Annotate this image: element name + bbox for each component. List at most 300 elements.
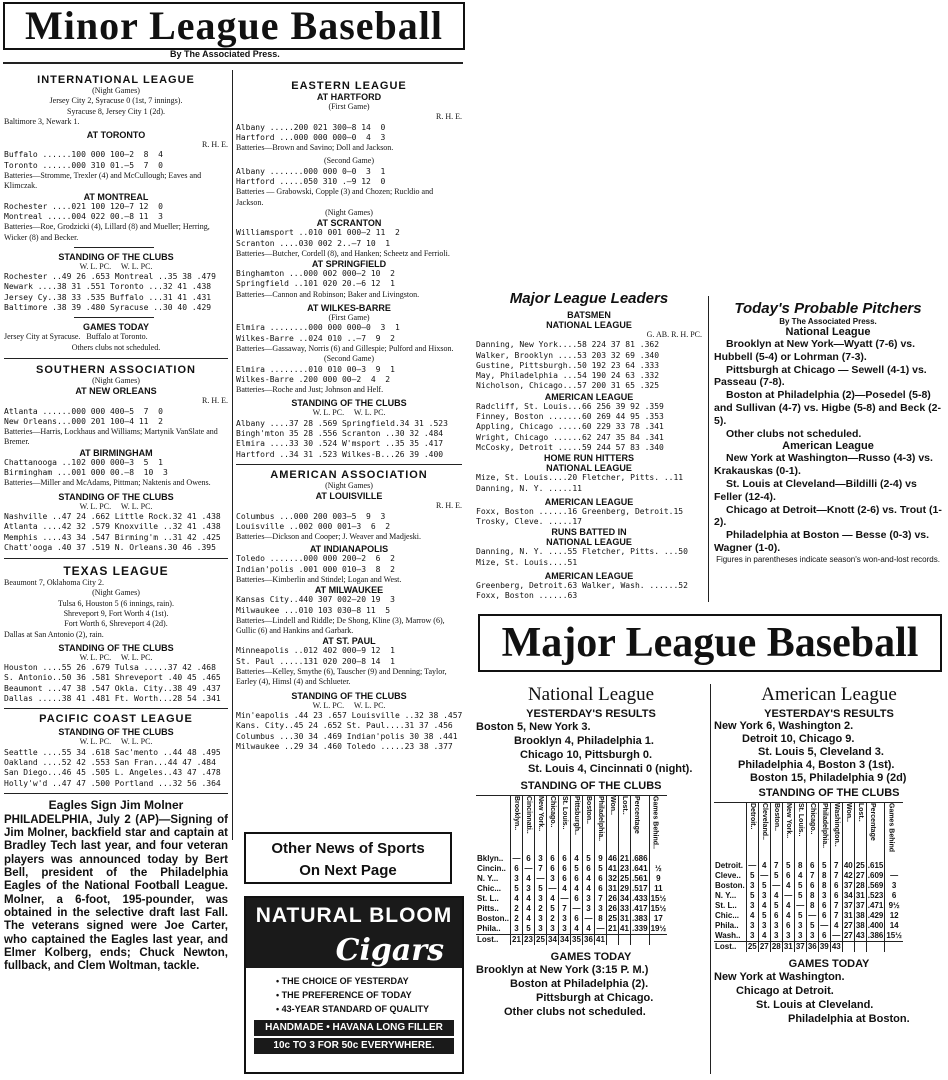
standings-cell: 25 (620, 874, 629, 883)
lost-cell (842, 942, 854, 953)
standings-cell: 17 (649, 914, 667, 924)
standings-cell: 41 (620, 924, 629, 933)
standings-cell: 8 (818, 871, 830, 881)
lost-cell: 43 (831, 942, 841, 951)
lost-cell: Lost.. (476, 935, 511, 946)
standings-cell: .386 (867, 931, 884, 940)
standings-cell: 5 (746, 871, 758, 881)
standings-cell: 5 (571, 864, 583, 874)
lost-row (714, 942, 903, 953)
standings-cell: 34 (843, 891, 853, 900)
standings-cell: 3 (746, 901, 758, 911)
standings-cell: 6 (818, 901, 830, 911)
standings-cell: 3 (583, 894, 595, 904)
lost-cell (854, 942, 866, 953)
lost-cell: 34 (560, 935, 569, 944)
lost-cell (649, 935, 667, 946)
standings-cell: 3 (794, 931, 806, 942)
standings-cell: 5 (806, 921, 818, 931)
standings-cell: 6 (583, 864, 595, 874)
standings-cell: 31 (620, 914, 629, 923)
standings-row (714, 861, 903, 871)
standings-cell: .339 (632, 924, 648, 933)
lost-cell: 36 (807, 942, 817, 951)
standings-cell: 3 (535, 914, 547, 924)
standings-cell: .641 (632, 864, 648, 873)
standings-cell: 4 (571, 884, 583, 894)
standings-col-header: St. Louis.. (794, 803, 806, 862)
standings-cell: 9 (649, 874, 667, 884)
standings-cell: 37 (843, 901, 853, 910)
standings-cell: 38 (855, 911, 865, 920)
team-name: Chic... (715, 911, 740, 920)
standings-cell: .615 (867, 861, 884, 870)
leaders-box: Major League Leaders BATSMEN NATIONAL LEAGUE G. AB. R. H. PC. Danning, New York....58 224 37 81 .362 Walker, Brooklyn ....53 203 32 69 .340 Gustine, Pittsburgh..50 192 23 64 .333 May, Philadelphia ...54 190 24 63 .332 Nicholson, Chicago...57 200 31 65 .325 AMERICAN LEAGUE Radcliff, St. Louis...66 256 39 92 .359 Finney, Boston .......60 269 44 95 .353 Appling, Chicago .....60 229 33 78 .341 Wright, Chicago ......62 247 35 84 .341 McCosky, Detroit .....59 244 57 83 .340 HOME RUN HITTERS NATIONAL LEAGUE Mize, St. Louis....20 Fletcher, Pitts. ..11 Danning, N. Y. .....11 AMERICAN LEAGUE Foxx, Boston ......16 Greenberg, Detroit.15 Trosky, Cleve. .....17 RUNS BATTED IN NATIONAL LEAGUE Danning, N. Y. ....55 Fletcher, Pitts. ...50 Mize, St. Louis....51 AMERICAN LEAGUE Greenberg, Detroit.63 Walker, Wash. ......52 Foxx, Boston ......63 (476, 290, 702, 601)
nl-standings-table (476, 795, 667, 945)
standings-col-header: Lost.. (619, 796, 631, 855)
team-name: Cleve.. (715, 871, 741, 880)
standings-cell: 6 (571, 894, 583, 904)
standings-cell: .400 (867, 921, 884, 930)
lost-cell: 21 (512, 935, 521, 944)
standings-cell: 3 (511, 874, 523, 884)
standings-row (476, 894, 667, 904)
eastern-heading: EASTERN LEAGUE (291, 80, 407, 92)
standings-cell: 7 (830, 861, 842, 871)
standings-cell: 4 (583, 884, 595, 894)
standings-cell: 5 (818, 861, 830, 871)
standings-cell: 3 (559, 914, 571, 924)
standings-cell: 26 (608, 894, 617, 903)
standings-cell: 4 (794, 871, 806, 881)
standings-cell: 4 (830, 921, 842, 931)
standings-col-header: Washington.. (830, 803, 842, 862)
standings-cell: 6 (818, 931, 830, 942)
major-title: Major League Baseball (501, 620, 919, 666)
standings-cell: 5 (758, 911, 770, 921)
standings-cell: .609 (867, 871, 884, 880)
standings-cell: 7 (830, 911, 842, 921)
standings-cell: .569 (867, 881, 884, 890)
standings-cell: 7 (806, 871, 818, 881)
standings-cell: 31 (843, 911, 853, 920)
standings-row (714, 921, 903, 931)
standings-cell: — (772, 881, 781, 890)
lost-cell: 31 (783, 942, 793, 951)
standings-cell: 15½ (650, 904, 667, 913)
standings-cell: 5 (547, 904, 559, 914)
pacific-heading: PACIFIC COAST LEAGUE (39, 713, 193, 726)
standings-cell: 46 (608, 854, 617, 863)
standings-cell: 5 (770, 901, 782, 911)
standings-cell: 6 (885, 891, 903, 901)
major-title-box (478, 614, 942, 672)
standings-cell: 40 (843, 861, 853, 870)
standings-cell: 5 (794, 881, 806, 891)
standings-cell: 6 (806, 881, 818, 891)
standings-cell: .517 (632, 884, 648, 893)
lost-cell: 34 (548, 935, 557, 944)
standings-cell: 4 (746, 911, 758, 921)
standings-cell: 41 (608, 864, 617, 873)
nl-section: National League YESTERDAY'S RESULTS Boston 5, New York 3. Brooklyn 4, Philadelphia 1. Chicago 10, Pittsburgh 0. St. Louis 4, Cincinnati 0 (night). STANDING OF THE CLUBS Brooklyn.. Cincinnati.. New York.. Chicago.. St. Louis.. Pittsburgh.. Boston.. Philadelphia.. Won.. Lost.. Percentage Games Behind.. Bklyn.. — 6 3 6 6 4 5 9 46 21 .686 Cincin.. 6 — 7 6 6 5 6 5 41 23 .641 ½ N. Y... 3 4 — 3 6 6 4 6 32 25 .561 9 Chic... 5 3 5 — 4 4 4 6 31 29 .517 11 St. L.. 4 4 3 4 — 6 3 7 26 34 .433 15½ Pitts.. 2 4 2 5 7 — 3 3 26 33 .417 15½ Boston.. 2 4 3 2 3 6 — 8 25 31 .383 17 Phila.. 3 5 3 3 3 4 4 — 21 41 .339 19½ Lost.. 21 23 25 34 34 35 36 41 GAMES TODAY Brooklyn at New York (3:15 P. M.) Boston at Philadelphia (2). Pittsburgh at Chicago. Other clubs not scheduled. (476, 684, 693, 1018)
standings-cell: 15½ (650, 894, 667, 903)
standings-cell: 4 (782, 901, 794, 911)
standings-cell: 42 (843, 871, 853, 880)
standings-cell: 6 (770, 911, 782, 921)
standings-cell: — (572, 904, 581, 913)
standings-cell: 5 (523, 924, 535, 935)
standings-cell: .561 (632, 874, 648, 883)
standings-cell: 6 (559, 854, 571, 864)
team-name: Phila.. (715, 921, 739, 930)
standings-cell: .523 (867, 891, 884, 900)
standings-cell: 11 (649, 884, 667, 894)
standings-cell: 12 (885, 911, 903, 921)
standings-col-header: Lost.. (854, 803, 866, 862)
standings-cell: 23 (620, 864, 629, 873)
standings-col-header: Cincinnati.. (523, 796, 535, 855)
standings-cell: 7 (770, 861, 782, 871)
standings-cell: 3 (535, 854, 547, 864)
standings-cell: 43 (855, 931, 865, 940)
standings-cell: 3 (535, 924, 547, 935)
standings-cell: 6 (830, 881, 842, 891)
standings-row (476, 874, 667, 884)
standings-cell: 3 (806, 931, 818, 942)
standings-cell: 4 (758, 901, 770, 911)
standings-col-header: Detroit.. (746, 803, 758, 862)
team-name: Pitts.. (477, 904, 499, 913)
standings-col-header: New York.. (535, 796, 547, 855)
aa-heading: AMERICAN ASSOCIATION (270, 468, 428, 481)
standings-cell: 7 (535, 864, 547, 874)
standings-cell: — (784, 891, 793, 900)
standings-cell: 5 (758, 881, 770, 891)
standings-cell: 3 (794, 921, 806, 931)
lost-cell: 36 (584, 935, 593, 944)
standings-cell: 3 (770, 921, 782, 931)
standings-col-header: Games Behind (885, 803, 903, 862)
standings-cell: 5 (535, 884, 547, 894)
standings-cell: 4 (758, 931, 770, 942)
standings-cell: — (748, 861, 757, 870)
standings-cell: 6 (806, 861, 818, 871)
standings-cell: 5 (770, 871, 782, 881)
standings-cell: 5 (782, 861, 794, 871)
eagles-heading: Eagles Sign Jim Molner (48, 797, 184, 812)
standings-cell: 4 (782, 881, 794, 891)
standings-cell: 3 (535, 894, 547, 904)
standings-cell: — (796, 901, 805, 910)
lost-cell: Lost.. (714, 942, 746, 953)
lost-cell: 41 (596, 935, 605, 944)
standings-col-header: Percentage (631, 796, 650, 855)
team-name: Wash.. (715, 931, 741, 940)
standings-col-header: Philadelphia.. (818, 803, 830, 862)
standings-cell: — (524, 864, 533, 873)
cigar-ad: NATURAL BLOOM Cigars • THE CHOICE OF YESTERDAY • THE PREFERENCE OF TODAY • 43-YEAR STANDARD OF QUALITY HANDMADE • HAVANA LONG FILLER 10c TO 3 FOR 50c EVERYWHERE. (244, 896, 464, 1074)
standings-cell: 3 (758, 891, 770, 901)
standings-cell: 3 (746, 931, 758, 942)
standings-cell: — (820, 921, 829, 930)
standings-cell: 3 (818, 891, 830, 901)
southern-heading: SOUTHERN ASSOCIATION (36, 363, 196, 376)
standings-cell: 6 (559, 874, 571, 884)
team-name: Phila.. (477, 924, 501, 933)
minor-credit: By The Associated Press. (170, 49, 280, 59)
standings-col-header: Boston.. (583, 796, 595, 855)
minor-title-box (3, 2, 465, 50)
standings-cell: 4 (523, 904, 535, 914)
standings-cell: 15½ (886, 931, 902, 940)
standings-cell: .417 (632, 904, 648, 913)
pitchers-box: Today's Probable Pitchers By The Associated Press. National League Brooklyn at New York—Wyatt (7-6) vs. Hubbell (5-4) or Lohrman (7-3). Pittsburgh at Chicago — Sewell (4-1) vs. Passeau (7-8). Boston at Philadelphia (2)—Posedel (5-8) and Sullivan (4-7) vs. Higbe (5-8) and Beck (2-5). Other clubs not scheduled. American League New York at Washington—Russo (4-3) vs. Krakauskas (0-1). St. Louis at Cleveland—Bildilli (2-4) vs Feller (12-4). Chicago at Detroit—Knott (2-6) vs. Trout (1-2). Philadelphia at Boston — Besse (0-3) vs. Wagner (1-0). Figures in parentheses indicate season's won-and-lost records. (714, 300, 942, 564)
lost-cell: 25 (747, 942, 757, 951)
standings-cell: 6 (571, 914, 583, 924)
standings-cell: 4 (583, 924, 595, 935)
standings-cell: 2 (511, 914, 523, 924)
standings-cell: — (596, 924, 605, 933)
standings-cell: 27 (843, 931, 853, 940)
standings-row (476, 924, 667, 935)
standings-cell: 4 (758, 861, 770, 871)
standings-col-header: New York.. (782, 803, 794, 862)
standings-cell: 4 (511, 894, 523, 904)
standings-cell: — (808, 911, 817, 920)
standings-cell: .433 (632, 894, 648, 903)
standings-col-header: Cleveland.. (758, 803, 770, 862)
standings-cell: 38 (855, 921, 865, 930)
standings-cell: 2 (547, 914, 559, 924)
team-name: St. L.. (477, 894, 499, 903)
lost-cell: 35 (572, 935, 581, 944)
team-name: Detroit. (715, 861, 743, 870)
lost-cell: 23 (524, 935, 533, 944)
standings-cell: 7 (559, 904, 571, 914)
al-section: American League YESTERDAY'S RESULTS New York 6, Washington 2. Detroit 10, Chicago 9. St. Louis 5, Cleveland 3. Philadelphia 4, Boston 3 (1st). Boston 15, Philadelphia 9 (2d) STANDING OF THE CLUBS Detroit.. Cleveland.. Boston.. New York.. St. Louis.. Chicago.. Philadelphia.. Washington.. Won.. Lost.. Percentage Games Behind Detroit. — 4 7 5 8 6 5 7 40 25 .615 Cleve.. 5 — 5 6 4 7 8 7 42 27 .609 — Boston. 3 5 — 4 5 6 8 6 37 28 .569 3 N. Y... 5 3 4 — 5 8 3 6 34 31 .523 6 St. L.. 3 4 5 4 — 8 6 7 37 37 .471 9½ Chic... 4 5 6 4 5 — 6 7 31 38 .429 12 Phila.. 3 3 3 6 3 5 — 4 27 38 .400 14 Wash.. 3 4 3 3 3 3 6 — 27 43 .386 15½ Lost.. 25 27 28 31 37 36 39 43 GAMES TODAY New York at Washington. Chicago at Detroit. St. Louis at Cleveland. Philadelphia at Boston. (714, 684, 910, 1025)
standings-cell: 3 (885, 881, 903, 891)
standings-row (476, 904, 667, 914)
standings-cell: 6 (595, 884, 607, 894)
standings-cell: 5 (794, 911, 806, 921)
standings-cell: 8 (794, 861, 806, 871)
standings-col-header: Chicago.. (806, 803, 818, 862)
standings-cell: 21 (608, 924, 617, 933)
standings-cell: 33 (620, 904, 629, 913)
standings-cell: 3 (746, 881, 758, 891)
standings-cell: 3 (547, 874, 559, 884)
standings-col-header: Brooklyn.. (511, 796, 523, 855)
lost-cell (619, 935, 631, 946)
standings-cell: — (760, 871, 769, 880)
lost-cell: 25 (536, 935, 545, 944)
standings-cell: 7 (830, 901, 842, 911)
standings-cell: 4 (547, 894, 559, 904)
standings-cell: 6 (523, 854, 535, 864)
standings-cell: 8 (818, 881, 830, 891)
middle-column: EASTERN LEAGUE AT HARTFORD (First Game) R. H. E. Albany .....200 021 300—8 14 0 Hartford ...000 000 000—0 4 3 Batteries—Brown and Savino; Doll and Jackson. (Second Game) Albany .......000 000 0—0 3 1 Hartford .....050 310 .—9 12 0 Batteries — Grabowski, Copple (3) and Chozen; Rucldio and Jackson. (Night Games) AT SCRANTON Williamsport ..010 001 000—2 11 2 Scranton ....030 002 2..—7 10 1 Batteries—Butcher, Cordell (8), and Hanken; Scheetz and Ferrioli. AT SPRINGFIELD Binghamton ...000 002 000—2 10 2 Springfield ..101 020 20.—6 12 1 Batteries—Cannon and Robinson; Baker and Livingston. AT WILKES-BARRE (First Game) Elmira ........000 000 000—0 3 1 Wilkes-Barre ..024 010 ..—7 9 2 Batteries—Gassaway, Norris (6) and Gillespie; Pulford and Hixson. (Second Game) Elmira ........010 010 00—3 9 1 Wilkes-Barre .200 000 00—2 4 2 Batteries—Roche and Just; Johnson and Helf. STANDING OF THE CLUBS W. L. PC. W. L. PC. Albany ....37 28 .569 Springfield.34 31 .523 Bingh'mton 35 28 .556 Scranton ..30 32 .484 Elmira ....33 30 .524 W'msport ..35 35 .417 Hartford ..34 31 .523 Wilkes-B...26 39 .400 AMERICAN ASSOCIATION (Night Games) AT LOUISVILLE R. H. E. Columbus ...000 200 003—5 9 3 Louisville ..002 000 001—3 6 2 Batteries—Dickson and Cooper; J. Weaver and Madjeski. AT INDIANAPOLIS Toledo .......000 000 200—2 6 2 Indian'polis .001 000 010—3 8 2 Batteries—Kimberlin and Stindel; Logan and West. AT MILWAUKEE Kansas City..440 307 002—20 19 3 Milwaukee ...010 103 030—8 11 5 Batteries—Lindell and Riddle; De Shong, Kline (3), Marrow (6), Gullic (6) and Hankins and Garbark. AT ST. PAUL Minneapolis ..012 402 000—9 12 1 St. Paul .....131 020 200—8 14 1 Batteries—Kelley, Smythe (6), Tauscher (9) and Denning; Taylor, Earley (4), Himsl (4) and Schlueter. STANDING OF THE CLUBS W. L. PC. W. L. PC. Min'eapolis .44 23 .657 Louisville ..32 38 .457 Kans. City..45 24 .652 St. Paul....31 37 .456 Columbus ...30 34 .469 Indian'polis 30 38 .441 Milwaukee ..29 34 .460 Toledo .....23 38 .377 (236, 80, 462, 751)
standings-cell: 4 (583, 874, 595, 884)
standings-row (714, 931, 903, 942)
al-standings-table (714, 802, 903, 952)
standings-cell: 19½ (650, 924, 667, 933)
team-name: Boston. (715, 881, 745, 890)
standings-cell: ½ (649, 864, 667, 874)
standings-cell: 3 (595, 904, 607, 914)
standings-cell: 21 (620, 854, 629, 863)
texas-heading: TEXAS LEAGUE (63, 564, 169, 579)
standings-cell: 3 (523, 884, 535, 894)
standings-cell: 6 (547, 864, 559, 874)
standings-cell: 26 (608, 904, 617, 913)
standings-cell: 3 (583, 904, 595, 914)
standings-cell: 2 (535, 904, 547, 914)
standings-col-header: Percentage (866, 803, 885, 862)
standings-cell: 5 (595, 864, 607, 874)
standings-cell: 3 (782, 931, 794, 942)
standings-cell: 5 (511, 884, 523, 894)
standings-cell: — (560, 894, 569, 903)
other-news-box: Other News of Sports On Next Page (244, 832, 452, 884)
standings-cell: — (512, 854, 521, 863)
ad-script: Cigars (246, 934, 462, 968)
standings-cell: 4 (770, 891, 782, 901)
standings-cell: 25 (855, 861, 865, 870)
standings-row (476, 854, 667, 864)
standings-cell: — (885, 871, 903, 881)
standings-cell: 25 (608, 914, 617, 923)
pitchers-heading: Today's Probable Pitchers (734, 300, 922, 317)
standings-cell: — (536, 874, 545, 883)
standings-cell: 3 (511, 924, 523, 935)
standings-cell: .686 (632, 854, 648, 863)
standings-cell: 6 (830, 891, 842, 901)
lost-cell: 28 (771, 942, 781, 951)
standings-row (476, 914, 667, 924)
standings-cell: 31 (608, 884, 617, 893)
standings-cell: 34 (620, 894, 629, 903)
standings-cell: 6 (571, 874, 583, 884)
standings-cell: 3 (547, 924, 559, 935)
standings-cell: 31 (855, 891, 865, 900)
standings-cell: 37 (855, 901, 865, 910)
standings-cell: 37 (843, 881, 853, 890)
lost-cell: 37 (795, 942, 805, 951)
standings-cell: — (548, 884, 557, 893)
standings-cell: 5 (794, 891, 806, 901)
standings-col-header: Boston.. (770, 803, 782, 862)
standings-cell: 3 (758, 921, 770, 931)
standings-cell: 4 (523, 894, 535, 904)
standings-cell: .429 (867, 911, 884, 920)
standings-cell: 6 (818, 911, 830, 921)
standings-cell: .471 (867, 901, 884, 910)
standings-cell (649, 854, 667, 864)
standings-cell: 5 (746, 891, 758, 901)
team-name: Boston.. (477, 914, 509, 923)
standings-col-header: Won.. (842, 803, 854, 862)
standings-cell: 6 (782, 871, 794, 881)
lost-cell (866, 942, 885, 953)
standings-cell: 9½ (885, 901, 903, 911)
standings-cell: 29 (620, 884, 629, 893)
standings-col-header: St. Louis.. (559, 796, 571, 855)
standings-cell: 32 (608, 874, 617, 883)
lost-cell: 27 (759, 942, 769, 951)
standings-cell: 6 (595, 874, 607, 884)
lost-cell (607, 935, 619, 946)
standings-col-header: Philadelphia.. (595, 796, 607, 855)
standings-cell: 4 (523, 914, 535, 924)
standings-col-header: Chicago.. (547, 796, 559, 855)
standings-cell: 7 (830, 871, 842, 881)
standings-row (714, 901, 903, 911)
team-name: Cincin.. (477, 864, 506, 873)
standings-cell: 8 (806, 901, 818, 911)
lost-row (476, 935, 667, 946)
standings-cell: 3 (746, 921, 758, 931)
ad-brand: NATURAL BLOOM (246, 898, 462, 934)
standings-row (714, 871, 903, 881)
standings-cell (885, 861, 903, 871)
standings-cell: 5 (583, 854, 595, 864)
standings-cell: 8 (806, 891, 818, 901)
standings-col-header: Games Behind.. (649, 796, 667, 855)
standings-cell: 7 (595, 894, 607, 904)
standings-cell: — (832, 931, 841, 940)
standings-cell: 6 (782, 921, 794, 931)
standings-row (476, 884, 667, 894)
team-name: N. Y... (477, 874, 499, 883)
minor-title: Minor League Baseball (24, 3, 444, 48)
standings-cell: 9 (595, 854, 607, 864)
standings-cell: 4 (523, 874, 535, 884)
standings-cell: 3 (559, 924, 571, 935)
standings-cell: 6 (547, 854, 559, 864)
standings-cell: 14 (885, 921, 903, 931)
standings-cell: .383 (632, 914, 648, 923)
standings-row (714, 881, 903, 891)
standings-row (714, 911, 903, 921)
standings-cell: 4 (559, 884, 571, 894)
team-name: N. Y... (715, 891, 737, 900)
standings-cell: 6 (559, 864, 571, 874)
standings-cell: 4 (571, 854, 583, 864)
left-column: INTERNATIONAL LEAGUE (Night Games) Jersey City 2, Syracuse 0 (1st, 7 innings). Syracuse 8, Jersey City 1 (2d). Baltimore 3, Newark 1. AT TORONTO R. H. E. Buffalo ......100 000 100—2 8 4 Toronto ......000 310 01.—5 7 0 Batteries—Stromme, Trexler (4) and McCullough; Eaves and Klimczak. AT MONTREAL Rochester ....021 100 120—7 12 0 Montreal .....004 022 00.—8 11 3 Batteries—Roe, Grodzicki (4), Lillard (8) and Mueller; Herring, Wicker (8) and Becker. STANDING OF THE CLUBS W. L. PC. W. L. PC. Rochester ..49 26 .653 Montreal ..35 38 .479 Newark ....38 31 .551 Toronto ...32 41 .438 Jersey Cy..38 33 .535 Buffalo ...31 41 .431 Baltimore .38 39 .480 Syracuse ..30 40 .429 GAMES TODAY Jersey City at Syracuse. Buffalo at Toronto. Others clubs not scheduled. SOUTHERN ASSOCIATION (Night Games) AT NEW ORLEANS R. H. E. Atlanta ......000 000 400—5 7 0 New Orleans...000 201 100—4 11 2 Batteries—Harris, Lockhaus and Williams; Martynik VanSlate and Bremer. AT BIRMINGHAM Chattanooga ..102 000 000—3 5 1 Birmingham ...001 000 00.—8 10 3 Batteries—Miller and McAdams, Pittman; Naktenis and Owens. STANDING OF THE CLUBS W. L. PC. W. L. PC. Nashville ..47 24 .662 Little Rock.32 41 .438 Atlanta ....42 32 .579 Knoxville ..32 41 .438 Memphis ....43 34 .547 Birming'm ..31 42 .425 Chatt'ooga .40 37 .519 N. Orleans.30 46 .395 TEXAS LEAGUE Beaumont 7, Oklahoma City 2. (Night Games) Tulsa 6, Houston 5 (6 innings, rain). Shreveport 9, Fort Worth 4 (1st). Fort Worth 6, Shreveport 4 (2d). Dallas at San Antonio (2), rain. STANDING OF THE CLUBS W. L. PC. W. L. PC. Houston ....55 26 .679 Tulsa .....37 42 .468 S. Antonio..50 36 .581 Shreveport .40 45 .465 Beaumont ...47 38 .547 Okla. City..38 49 .437 Dallas .....38 41 .481 Ft. Worth...28 54 .341 PACIFIC COAST LEAGUE STANDING OF THE CLUBS W. L. PC. W. L. PC. Seattle ....55 34 .618 Sac'mento ..44 48 .495 Oakland ....52 42 .553 San Fran...44 47 .484 San Diego...46 45 .505 L. Angeles..43 47 .478 Holly'w'd ..47 47 .500 Portland ...32 56 .364 Eagles Sign Jim Molner PHILADELPHIA, July 2 (AP)—Signing of Jim Molner, backfield star and captain at Bradley Tech last year, and four veteran players was announced today by Bert Bell, president of the Philadelphia Eagles of the National Football League. Molner, a 6-foot, 195-pounder, was obtained in the selective draft last Fall. The veterans signed were Joe Carter, who captained the Eagles last year, and Elmer Kolberg, ends; Chuck Newton, fullback, and Clem Woltman, tackle. (4, 74, 228, 973)
standings-cell: 28 (855, 881, 865, 890)
standings-col-header: Won.. (607, 796, 619, 855)
eagles-body: PHILADELPHIA, July 2 (AP)—Signing of Jim Molner, backfield star and captain at Bradley Tech last year, and four veteran players was announced today by Bert Bell, president of the Philadelphia Eagles of the National Football League. Molner, a 6-foot, 195-pounder, was obtained in the selective draft last Fall. The veterans signed were Joe Carter, who captained the Eagles last year, and Elmer Kolberg, ends; Chuck Newton, fullback, and Clem Woltman, tackle. (4, 813, 228, 973)
intl-heading: INTERNATIONAL LEAGUE (37, 74, 195, 86)
standings-cell: 4 (782, 911, 794, 921)
lost-cell: 39 (819, 942, 829, 951)
standings-cell: 27 (843, 921, 853, 930)
standings-col-header: Pittsburgh.. (571, 796, 583, 855)
standings-cell: 8 (595, 914, 607, 924)
standings-row (714, 891, 903, 901)
team-name: Chic... (477, 884, 502, 893)
lost-cell (885, 942, 903, 953)
team-name: St. L.. (715, 901, 737, 910)
standings-row (476, 864, 667, 874)
standings-cell: 6 (511, 864, 523, 874)
standings-cell: — (584, 914, 593, 923)
team-name: Bklyn.. (477, 854, 504, 863)
standings-cell: 2 (511, 904, 523, 914)
standings-cell: 3 (770, 931, 782, 942)
standings-cell: 27 (855, 871, 865, 880)
